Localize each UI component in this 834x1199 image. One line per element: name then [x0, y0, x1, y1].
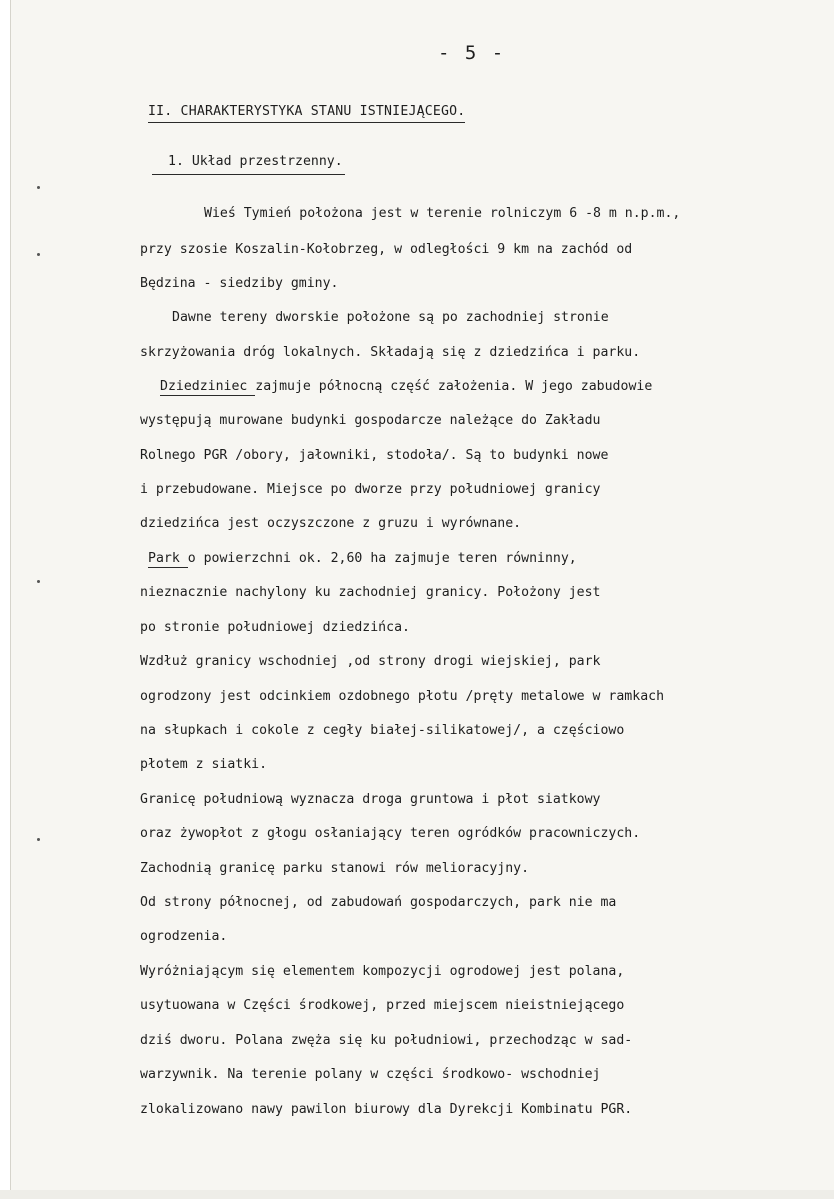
margin-mark [37, 253, 40, 256]
subsection-heading: 1. Układ przestrzenny. [152, 154, 345, 175]
page-left-edge [0, 0, 11, 1199]
text-line: i przebudowane. Miejsce po dworze przy południowej granicy [140, 482, 601, 497]
text-line: dziś dworu. Polana zwęża się ku południowi, przechodząc w sad- [140, 1033, 633, 1048]
text-line: po stronie południowej dziedzińca. [140, 620, 410, 635]
page-number: - 5 - [438, 42, 506, 64]
text-line [148, 550, 577, 568]
text-line: dziedzińca jest oczyszczone z gruzu i wyrównane. [140, 516, 522, 531]
text-line: oraz żywopłot z głogu osłaniający teren ogródków pracowniczych. [140, 826, 641, 841]
text-line: płotem z siatki. [140, 757, 268, 772]
text-line: Od strony północnej, od zabudowań gospodarczych, park nie ma [140, 895, 617, 910]
text-line: Wieś Tymień położona jest w terenie rolniczym 6 -8 m n.p.m., [204, 206, 681, 221]
text-line: Wzdłuż granicy wschodniej ,od strony drogi wiejskiej, park [140, 654, 601, 669]
page-bottom-edge [0, 1190, 834, 1199]
line-continuation: zajmuje północną część założenia. W jego zabudowie [255, 379, 653, 394]
margin-mark [37, 580, 40, 583]
text-line: warzywnik. Na terenie polany w części środkowo- wschodniej [140, 1067, 601, 1082]
text-line: na słupkach i cokole z cegły białej-silikatowej/, a częściowo [140, 723, 625, 738]
text-line [160, 378, 652, 396]
text-line: występują murowane budynki gospodarcze należące do Zakładu [140, 413, 601, 428]
text-line: usytuowana w Części środkowej, przed miejscem nieistniejącego [140, 998, 625, 1013]
underlined-term: Dziedziniec [160, 379, 256, 394]
line-continuation: o powierzchni ok. 2,60 ha zajmuje teren równinny, [187, 551, 577, 566]
margin-mark [37, 838, 40, 841]
section-heading: II. CHARAKTERYSTYKA STANU ISTNIEJĄCEGO. [148, 104, 465, 123]
text-line: Zachodnią granicę parku stanowi rów melioracyjny. [140, 861, 530, 876]
text-line: Granicę południową wyznacza droga gruntowa i płot siatkowy [140, 792, 601, 807]
text-line: skrzyżowania dróg lokalnych. Składają się z dziedzińca i parku. [140, 345, 641, 360]
text-line: Wyróżniającym się elementem kompozycji ogrodowej jest polana, [140, 964, 625, 979]
margin-mark [37, 186, 40, 189]
text-line: Dawne tereny dworskie położone są po zachodniej stronie [172, 310, 609, 325]
text-line: Rolnego PGR /obory, jałowniki, stodoła/. Są to budynki nowe [140, 448, 609, 463]
underlined-term: Park [148, 551, 188, 566]
text-line: ogrodzenia. [140, 929, 228, 944]
text-line: ogrodzony jest odcinkiem ozdobnego płotu /pręty metalowe w ramkach [140, 689, 665, 704]
text-line: Będzina - siedziby gminy. [140, 276, 339, 291]
text-line: nieznacznie nachylony ku zachodniej granicy. Położony jest [140, 585, 601, 600]
text-line: zlokalizowano nawy pawilon biurowy dla Dyrekcji Kombinatu PGR. [140, 1102, 633, 1117]
text-line: przy szosie Koszalin-Kołobrzeg, w odległości 9 km na zachód od [140, 242, 633, 257]
